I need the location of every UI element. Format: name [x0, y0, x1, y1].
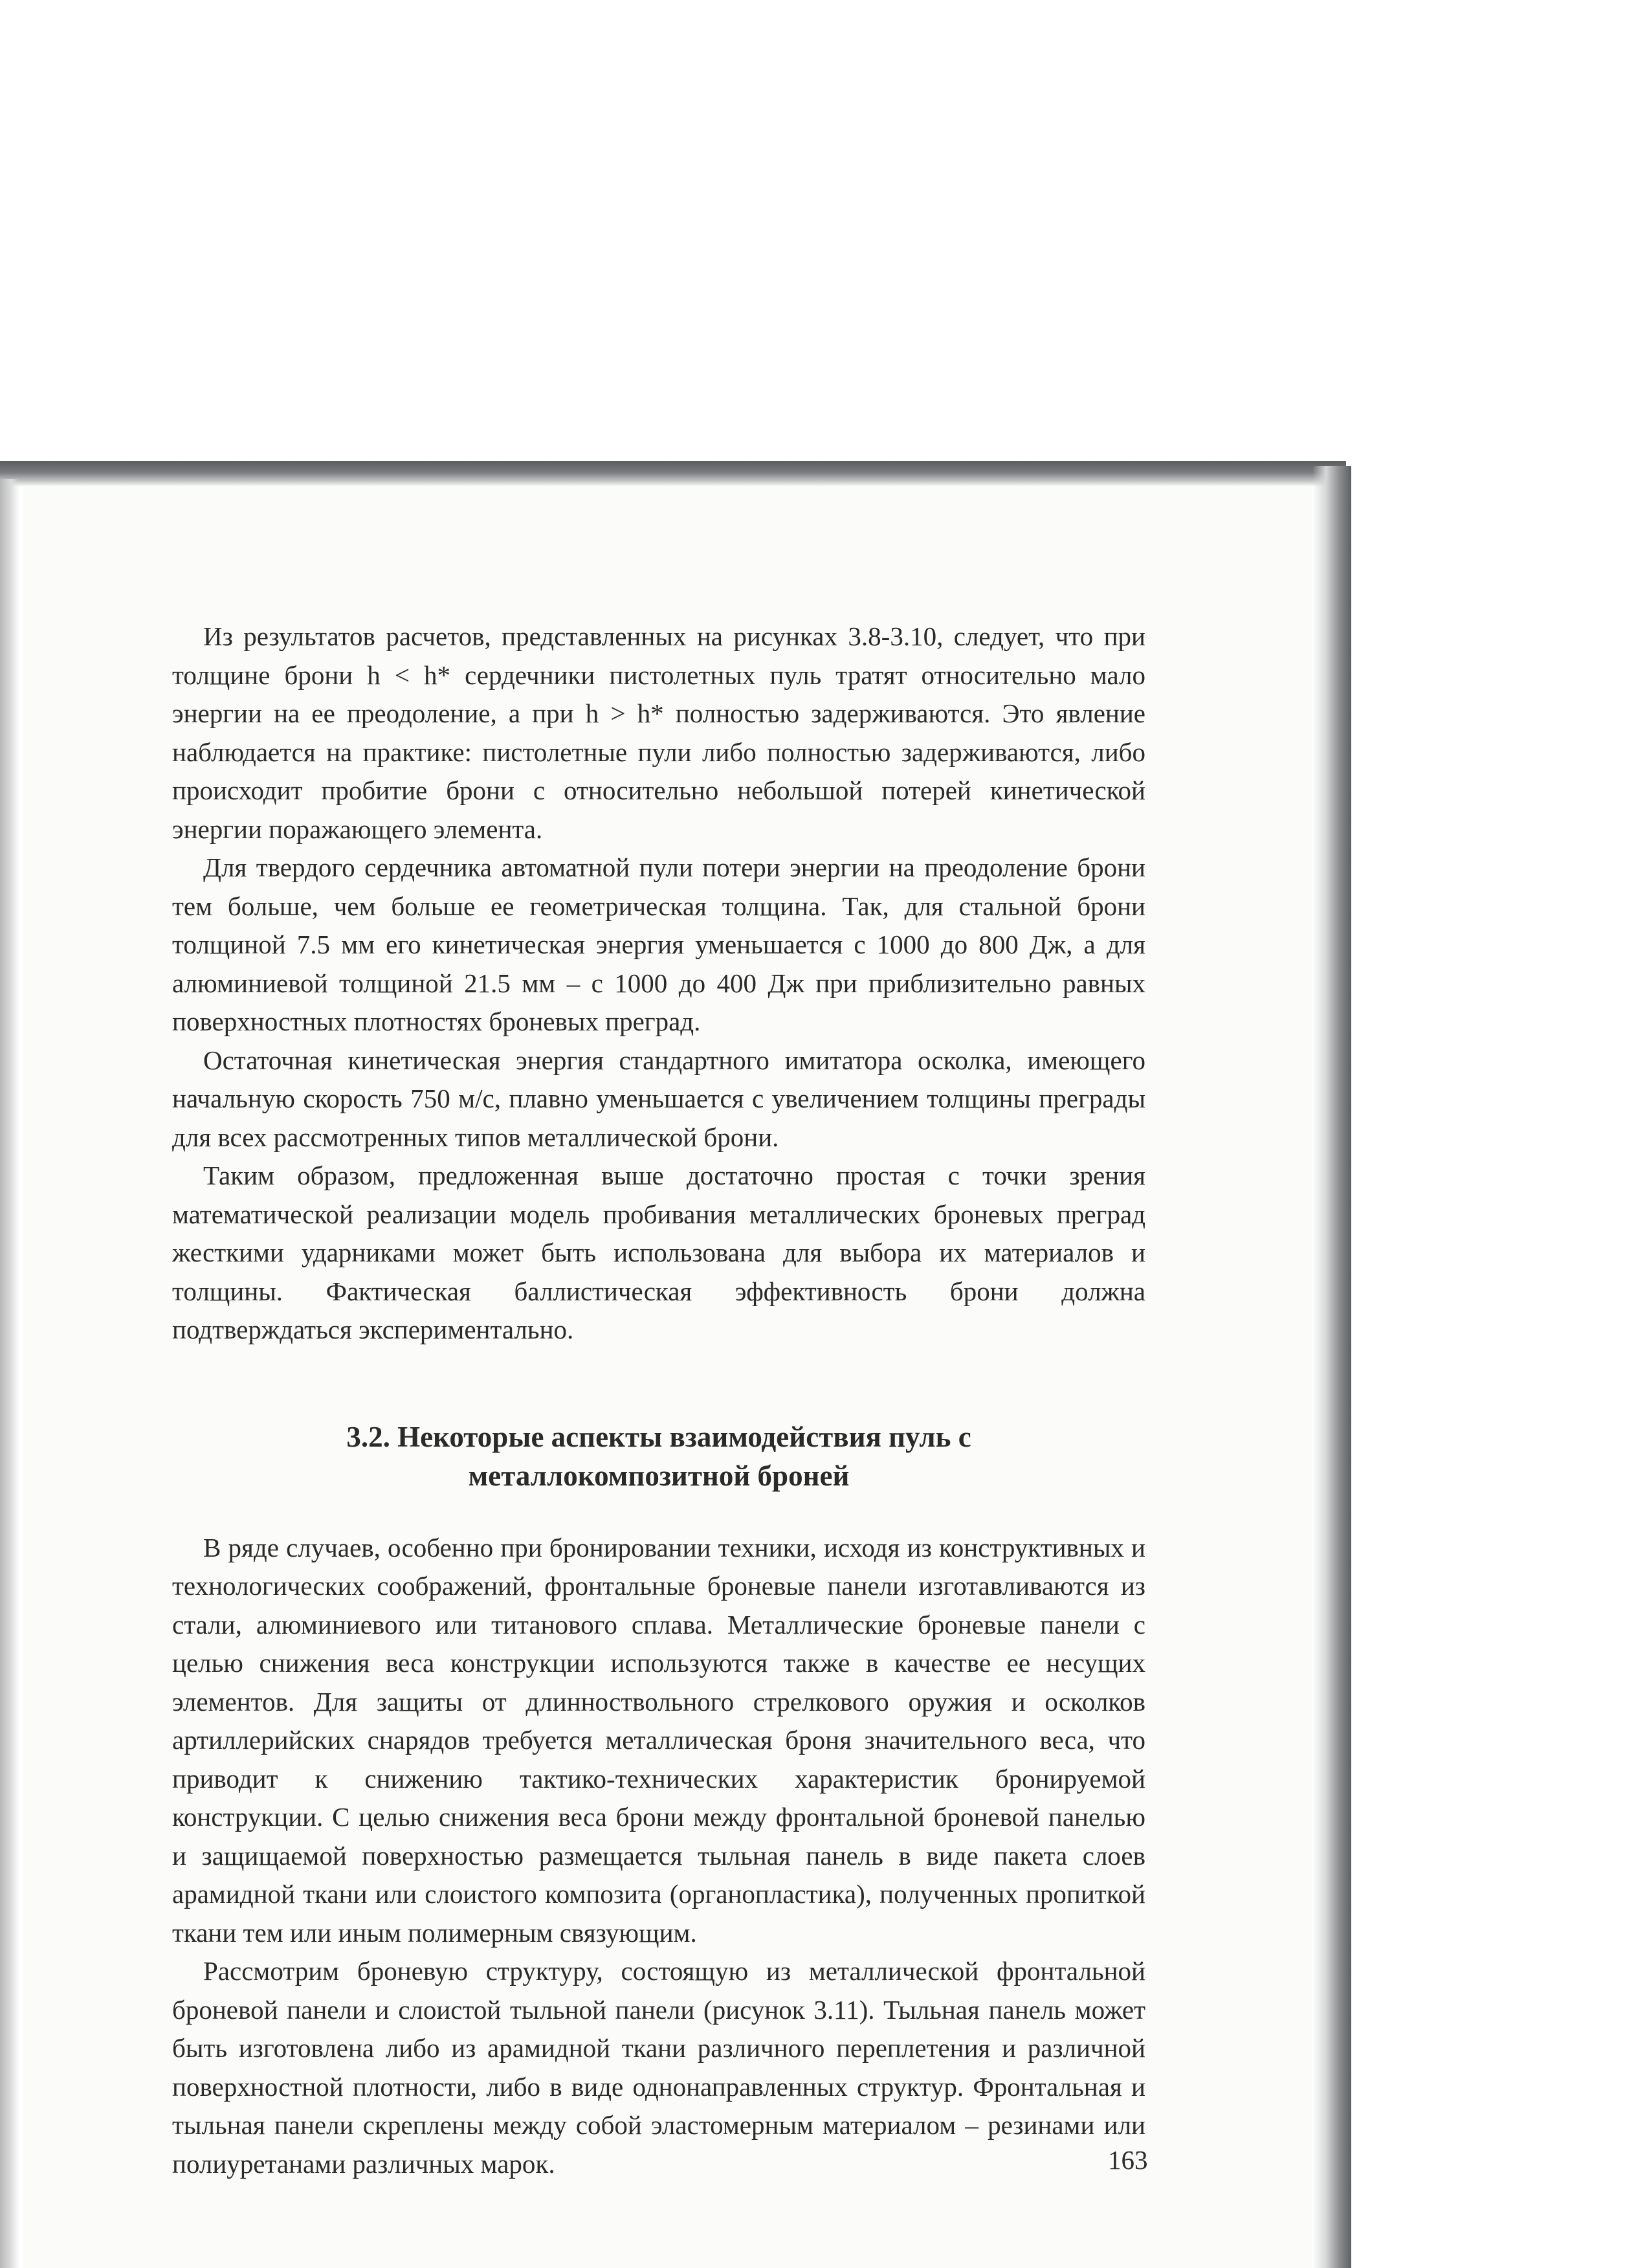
section-heading — [172, 1418, 1145, 1495]
paragraph-armor-structure: Рассмотрим броневую структуру, состоящую из металлической фронтальной броневой панели и слоистой тыльной панели (рисунок 3.11). Тыльная панель может быть изготовлена либо из арамидной ткани различного переплетения и различной поверхностной плотности, либо в виде однонаправленных структур. Фронтальная и тыльная панели скреплены между собой эластомерным материалом – резинами или полиуретанами различных марок. — [172, 1956, 1145, 2179]
book-left-edge — [0, 479, 19, 2268]
book-right-edge — [1312, 466, 1351, 2268]
paragraph-hard-core: Для твердого сердечника автоматной пули потери энергии на преодоление брони тем больше, чем больше ее геометрическая толщина. Так, для стальной брони толщиной 7.5 мм его кинетическая энергия уменьшается с 1000 до 800 Дж, а для алюминиевой толщиной 21.5 мм – с 1000 до 400 Дж при приблизительно равных поверхностных плотностях броневых преград. — [172, 852, 1145, 1036]
page-content — [172, 617, 1145, 2183]
paragraph-armor-panels: В ряде случаев, особенно при бронировании техники, исходя из конструктивных и технологических соображений, фронтальные броневые панели изготавливаются из стали, алюминиевого или титанового сплава. Металлические броневые панели с целью снижения веса конструкции используются также в качестве ее несущих элементов. Для защиты от длинноствольного стрелкового оружия и осколков артиллерийских снарядов требуется металлическая броня значительного веса, что приводит к снижению тактико-технических характеристик бронируемой конструкции. С целью снижения веса брони между фронтальной броневой панелью и защищаемой поверхностью размещается тыльная панель в виде пакета слоев арамидной ткани или слоистого композита (органопластика), полученных пропиткой ткани тем или иным полимерным связующим. — [172, 1532, 1145, 1948]
book-top-shadow — [0, 461, 1346, 487]
page-number: 163 — [1108, 2145, 1148, 2175]
section-heading-line2: металлокомпозитной броней — [468, 1459, 850, 1492]
paragraph-fragment-simulator: Остаточная кинетическая энергия стандартного имитатора осколка, имеющего начальную скорость 750 м/с, плавно уменьшается с увеличением толщины преграды для всех рассмотренных типов металлической брони. — [172, 1045, 1145, 1152]
section-heading-line1: 3.2. Некоторые аспекты взаимодействия пуль с — [346, 1420, 971, 1453]
paragraph-calc-results: Из результатов расчетов, представленных на рисунках 3.8-3.10, следует, что при толщине брони h < h* сердечники пистолетных пуль тратят относительно мало энергии на ее преодоление, а при h > h* полностью задерживаются. Это явление наблюдается на практике: пистолетные пули либо полностью задерживаются, либо происходит пробитие брони с относительно небольшой потерей кинетической энергии поражающего элемента. — [172, 621, 1145, 844]
paragraph-conclusion: Таким образом, предложенная выше достаточно простая с точки зрения математической реализации модель пробивания металлических броневых преград жесткими ударниками может быть использована для выбора их материалов и толщины. Фактическая баллистическая эффективность брони должна подтверждаться экспериментально. — [172, 1161, 1145, 1344]
